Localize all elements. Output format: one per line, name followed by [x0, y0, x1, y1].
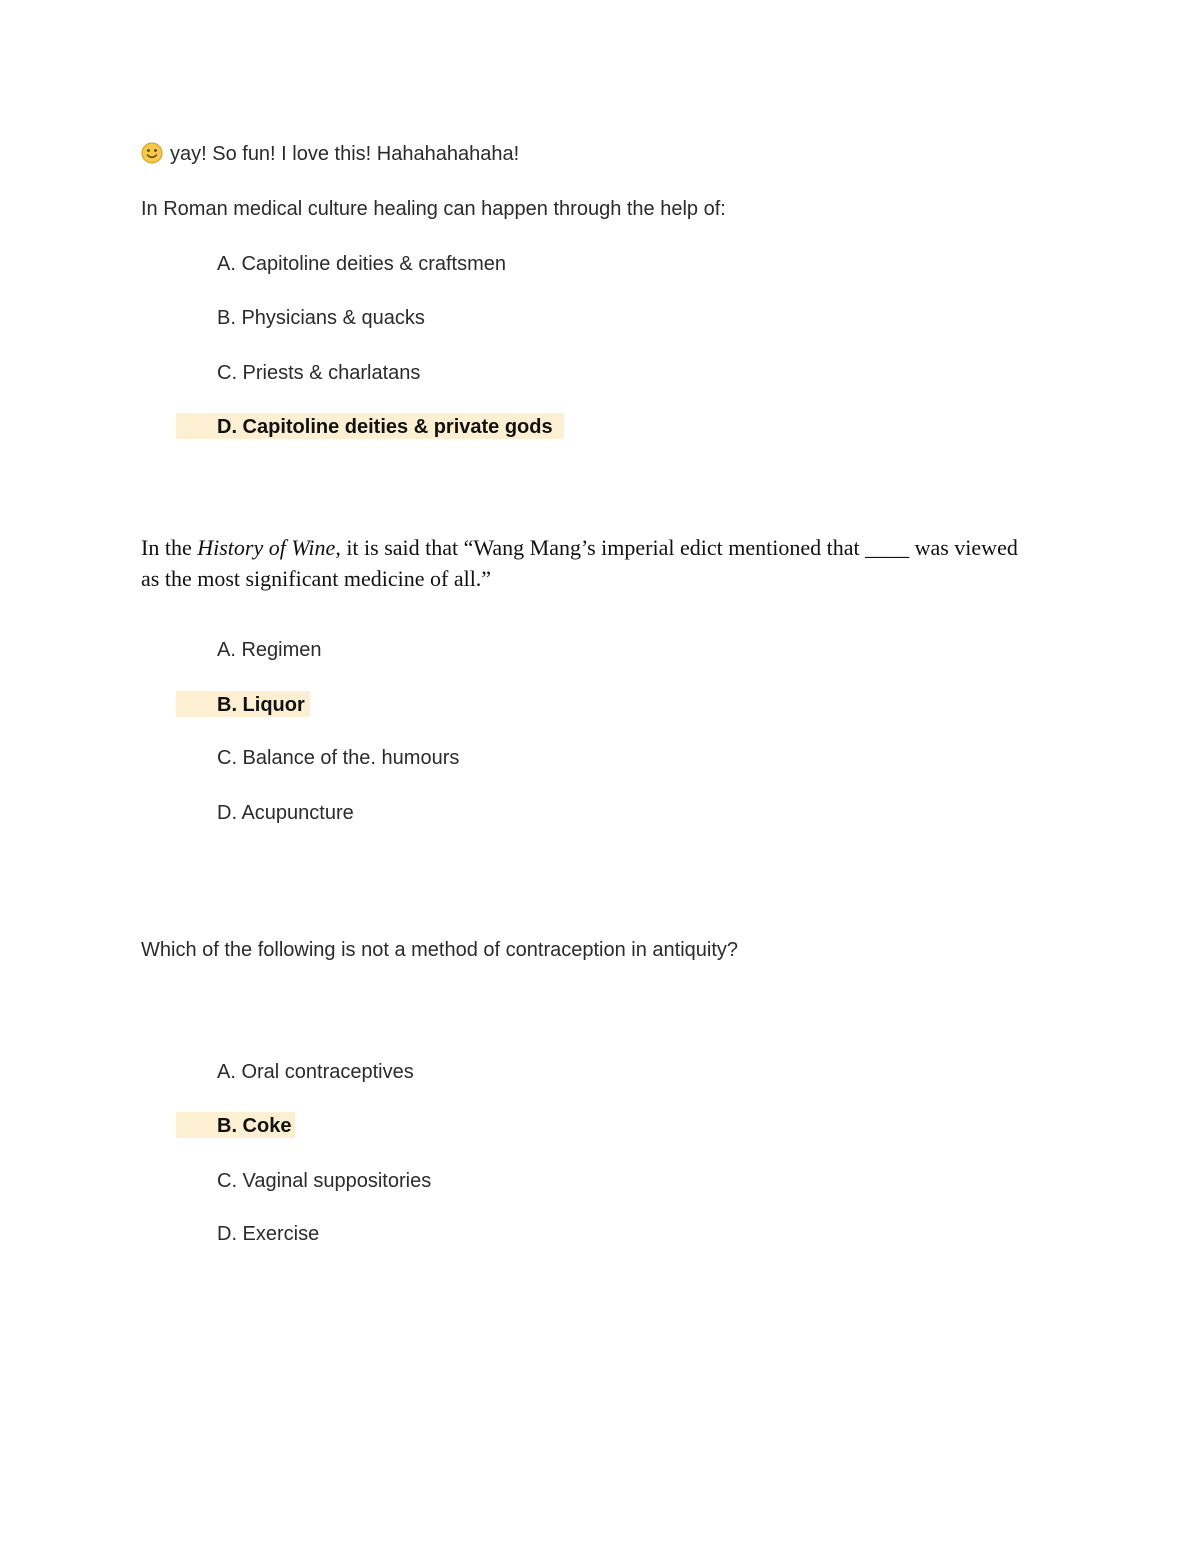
intro-text: yay! So fun! I love this! Hahahahahaha!: [170, 143, 520, 165]
intro-line: [141, 142, 519, 166]
question-2-book-title: History of Wine: [197, 535, 336, 560]
question-2-option-b-correct: B. Liquor: [217, 694, 305, 716]
question-3-prompt: Which of the following is not a method of contraception in antiquity?: [141, 939, 739, 961]
question-2-prompt: [141, 532, 1041, 594]
question-3-option-b-correct: B. Coke: [217, 1115, 292, 1137]
question-3-option-c: C. Vaginal suppositories: [217, 1170, 432, 1192]
question-2-option-a: A. Regimen: [217, 639, 322, 661]
question-1-option-b: B. Physicians & quacks: [217, 307, 425, 329]
question-3-option-a: A. Oral contraceptives: [217, 1061, 414, 1083]
question-2-prompt-suffix: , it is said that “Wang Mang’s imperial edict mentioned that ____ was viewed as the most significant medicine of all.”: [141, 535, 1018, 591]
question-2-option-d: D. Acupuncture: [217, 802, 354, 824]
question-1-prompt: In Roman medical culture healing can happen through the help of:: [141, 198, 726, 220]
question-2-option-c: C. Balance of the. humours: [217, 747, 460, 769]
question-2-prompt-prefix: In the: [141, 535, 198, 560]
smiley-face-icon: [141, 142, 163, 164]
question-1-option-d-correct: D. Capitoline deities & private gods: [217, 416, 553, 438]
question-3-option-d: D. Exercise: [217, 1223, 320, 1245]
question-1-option-c: C. Priests & charlatans: [217, 362, 421, 384]
question-1-option-a: A. Capitoline deities & craftsmen: [217, 253, 507, 275]
